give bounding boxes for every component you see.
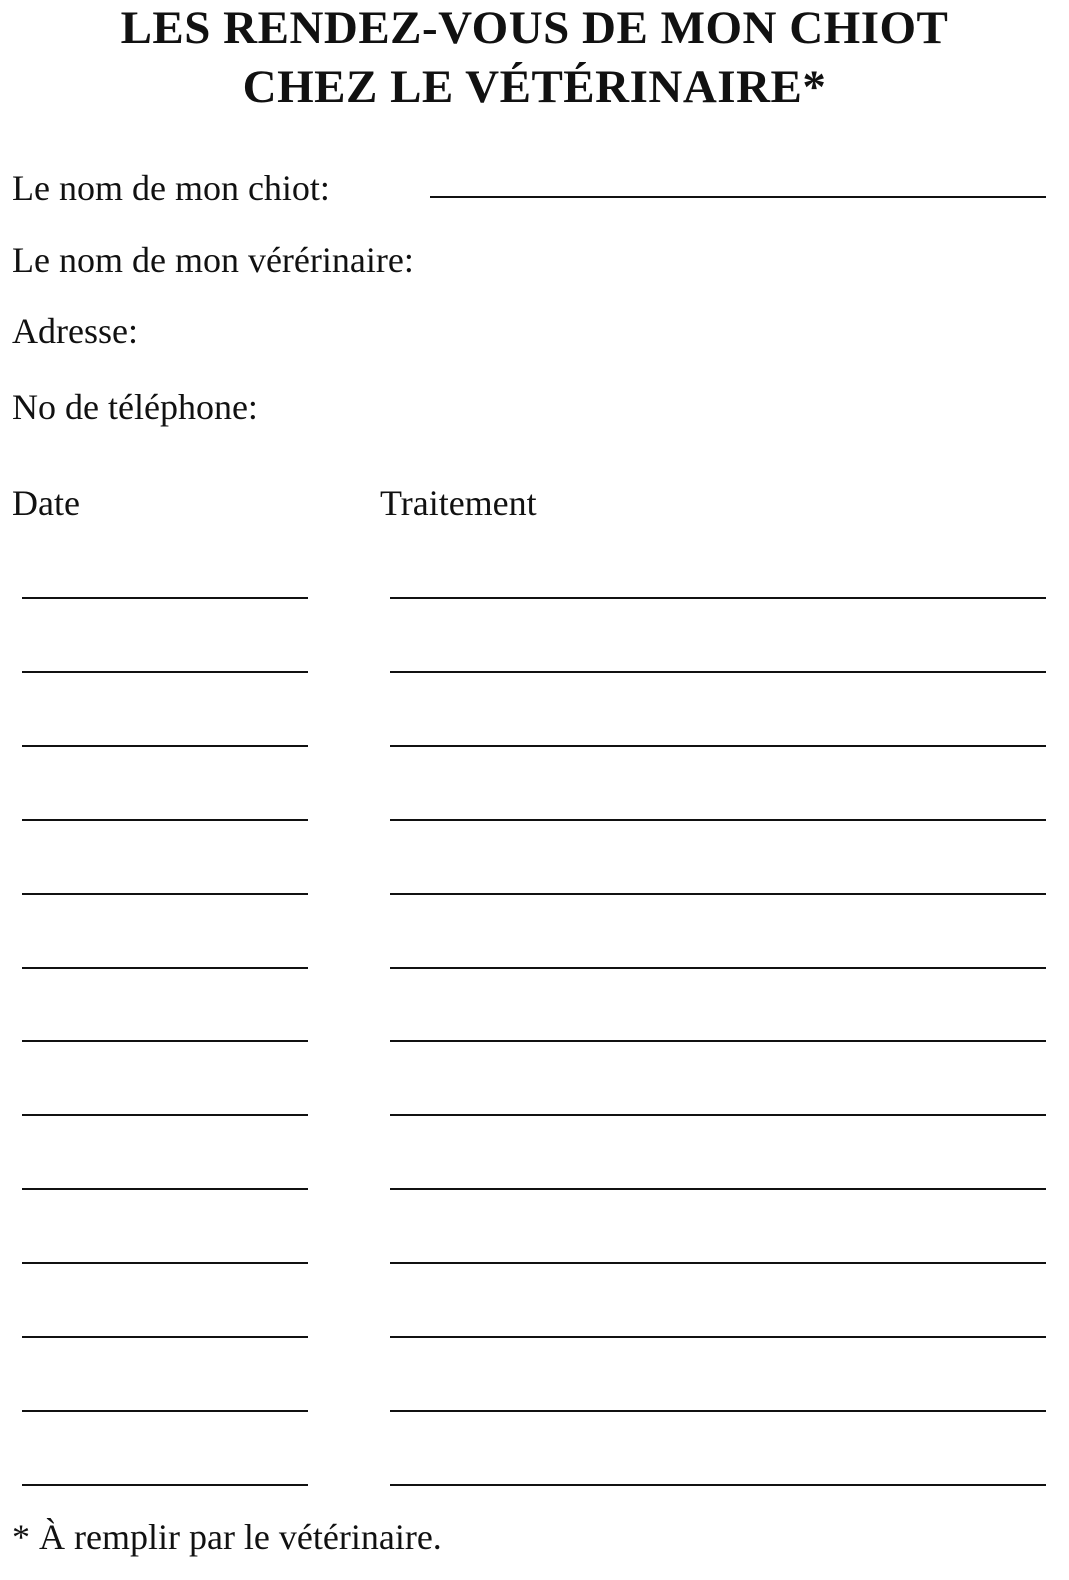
treatment-entry-line[interactable] [390,1188,1046,1190]
treatment-entry-line[interactable] [390,1410,1046,1412]
phone-label: No de téléphone: [12,387,258,427]
date-entry-line[interactable] [22,967,308,969]
date-entry-line[interactable] [22,1114,308,1116]
treatment-entry-line[interactable] [390,1262,1046,1264]
date-entry-line[interactable] [22,1188,308,1190]
veterinarian-name-label: Le nom de mon vérérinaire: [12,240,414,280]
treatment-entry-line[interactable] [390,1114,1046,1116]
date-entry-line[interactable] [22,893,308,895]
treatment-entry-line[interactable] [390,1336,1046,1338]
date-column-header: Date [12,483,80,523]
treatment-entry-line[interactable] [390,1484,1046,1486]
date-entry-line[interactable] [22,1336,308,1338]
date-entry-line[interactable] [22,1410,308,1412]
date-entry-line[interactable] [22,597,308,599]
page-title-line-2: CHEZ LE VÉTÉRINAIRE* [242,61,827,113]
date-entry-line[interactable] [22,819,308,821]
treatment-entry-line[interactable] [390,597,1046,599]
treatment-entry-line[interactable] [390,745,1046,747]
treatment-entry-line[interactable] [390,819,1046,821]
footnote: * À remplir par le vétérinaire. [12,1517,442,1557]
treatment-column-header: Traitement [380,483,537,523]
date-entry-line[interactable] [22,1262,308,1264]
date-entry-line[interactable] [22,1040,308,1042]
treatment-entry-line[interactable] [390,893,1046,895]
page-title-line-1: LES RENDEZ-VOUS DE MON CHIOT [120,2,949,54]
date-entry-line[interactable] [22,745,308,747]
puppy-name-label: Le nom de mon chiot: [12,168,330,208]
treatment-entry-line[interactable] [390,671,1046,673]
treatment-entry-line[interactable] [390,1040,1046,1042]
date-entry-line[interactable] [22,1484,308,1486]
date-entry-line[interactable] [22,671,308,673]
treatment-entry-line[interactable] [390,967,1046,969]
address-label: Adresse: [12,311,138,351]
